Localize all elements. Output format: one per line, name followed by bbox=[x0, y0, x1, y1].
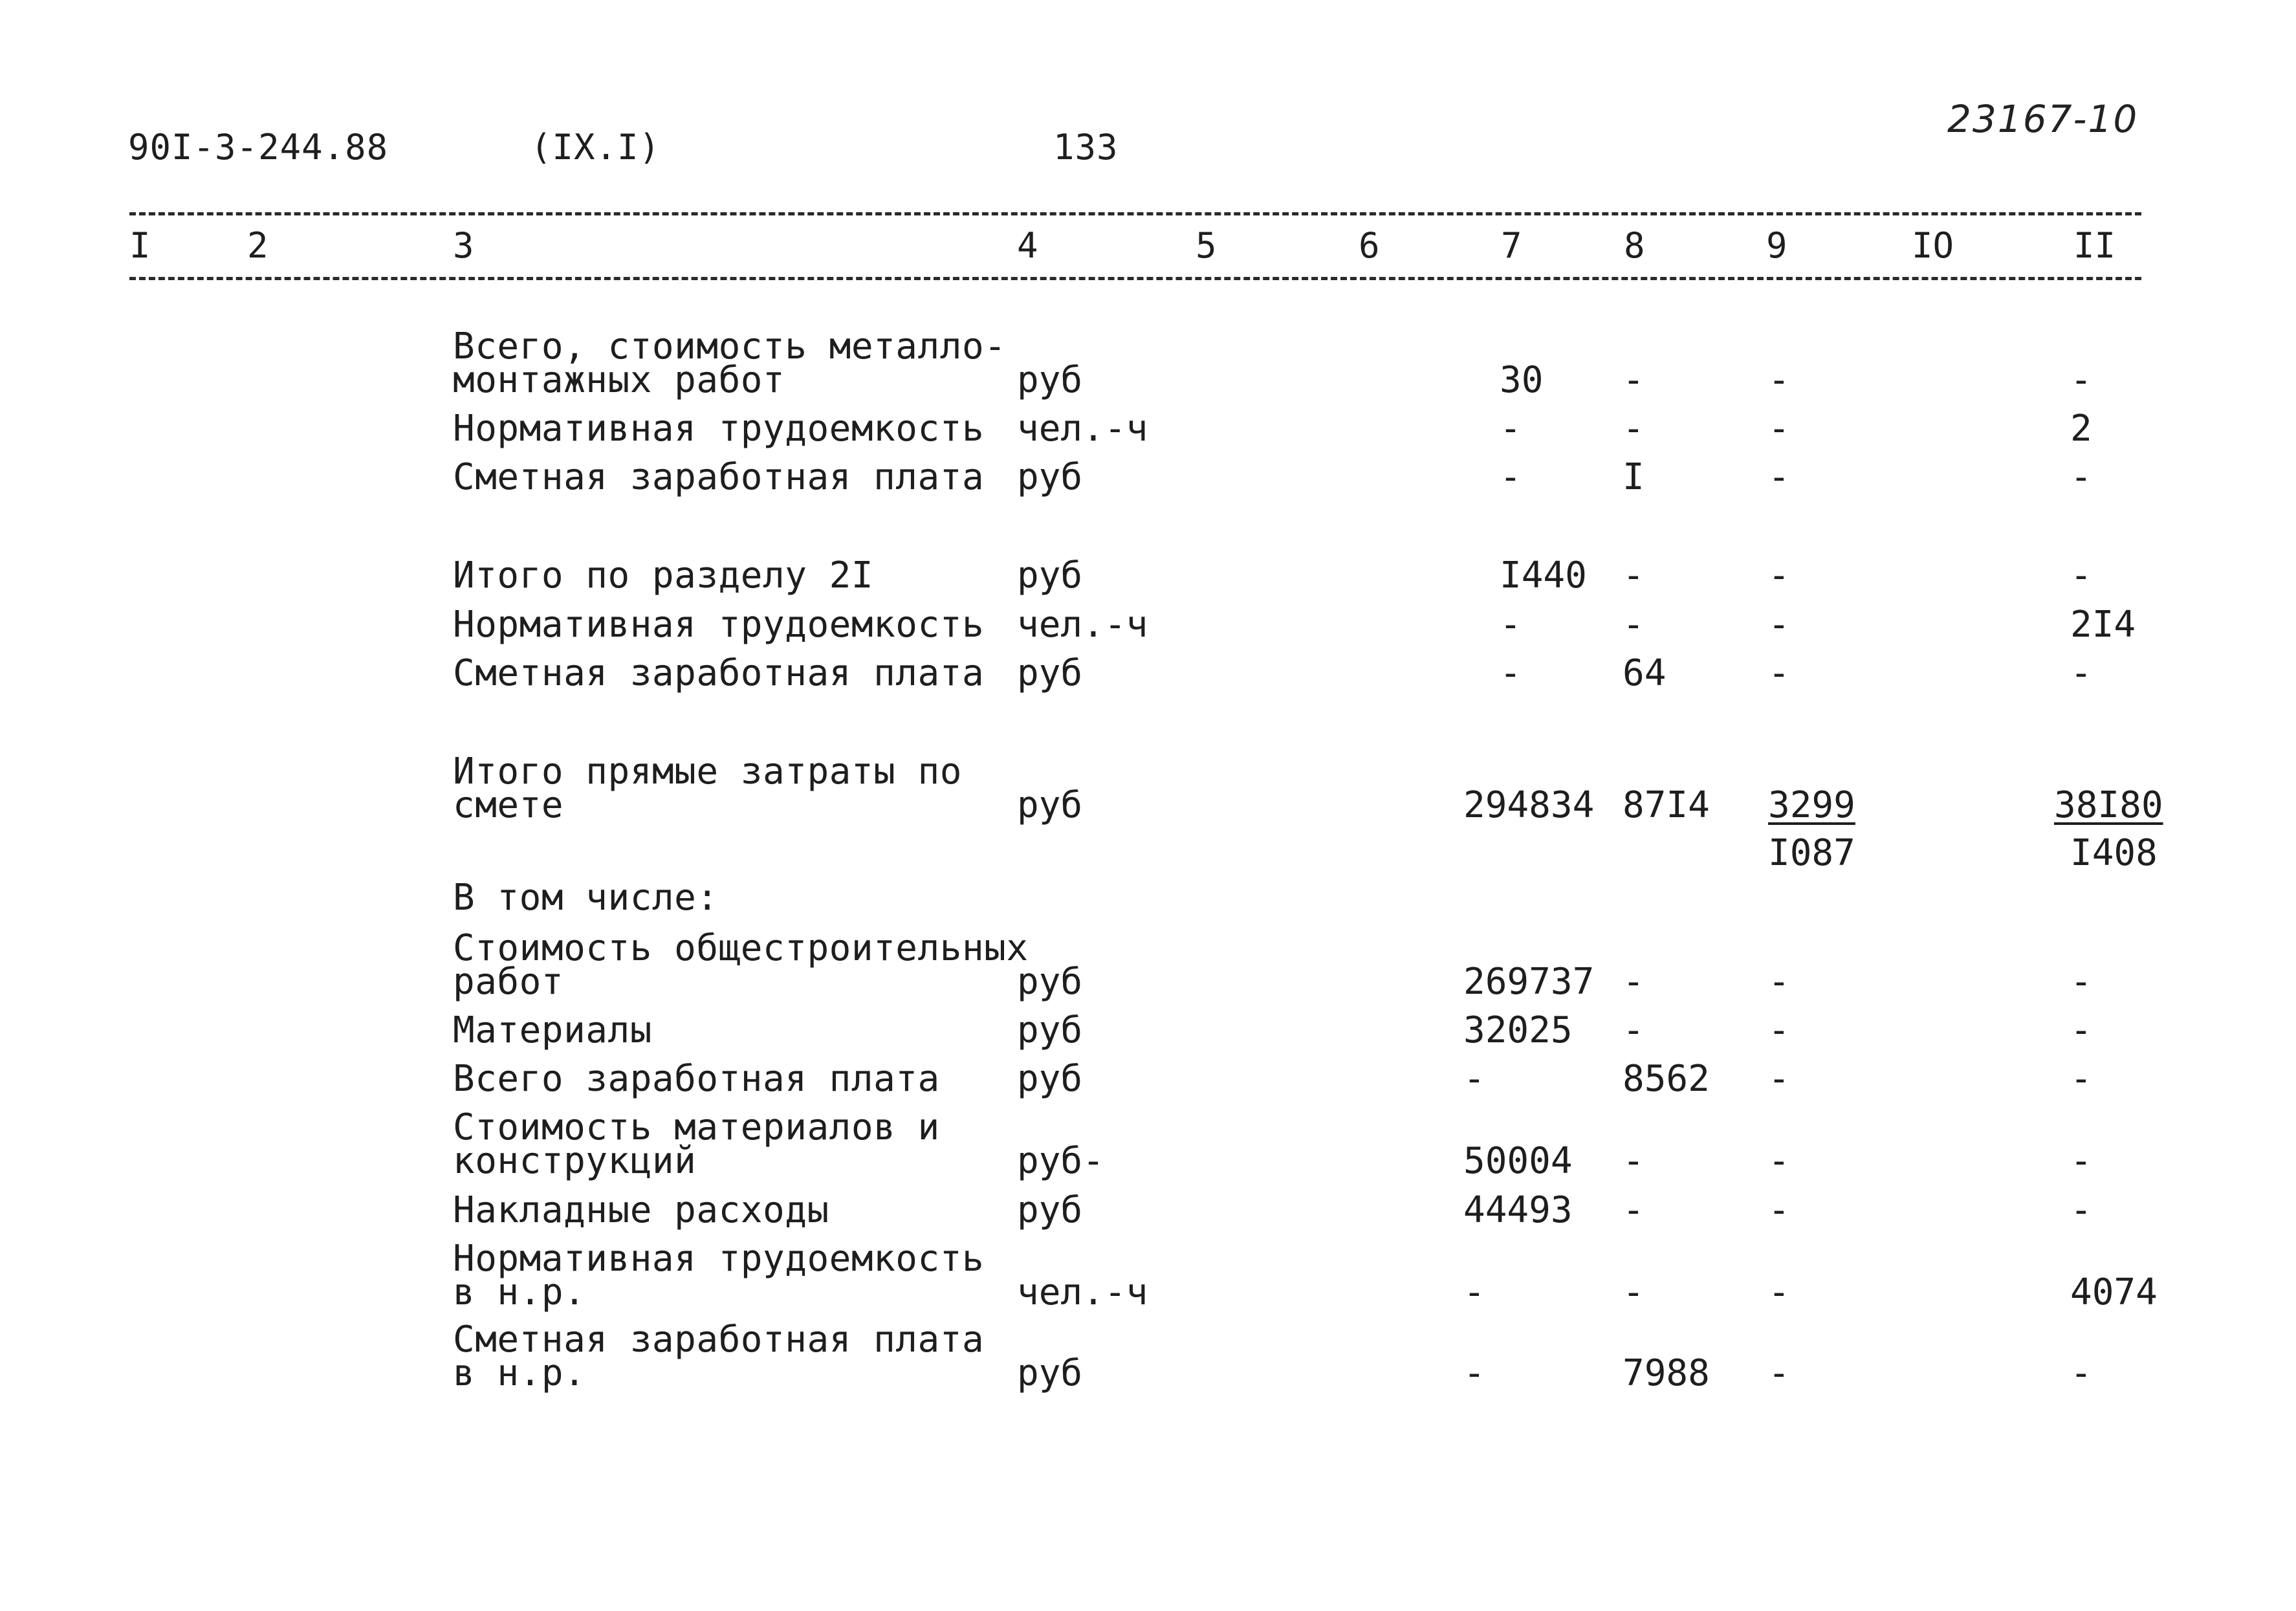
unit-cell: чел.-ч bbox=[1017, 1271, 1148, 1313]
row-label: Нормативная трудоемкость bbox=[453, 408, 985, 450]
col-header-9: 9 bbox=[1766, 225, 1788, 266]
unit-cell: руб bbox=[1017, 359, 1083, 401]
section-code: (IX.I) bbox=[530, 127, 661, 168]
row-label-cont: работ bbox=[453, 961, 564, 1003]
col7-cell: 44493 bbox=[1463, 1189, 1573, 1231]
row-label: Нормативная трудоемкость bbox=[453, 604, 985, 646]
col11-cell: - bbox=[2070, 456, 2092, 498]
col7-cell: - bbox=[1500, 652, 1522, 694]
archive-number: 23167-10 bbox=[1947, 97, 2139, 141]
col9-cell: - bbox=[1768, 1140, 1790, 1182]
col11-cell: - bbox=[2070, 961, 2092, 1003]
col11-cell: - bbox=[2070, 1009, 2092, 1051]
col-header-10: IO bbox=[1912, 225, 1954, 266]
col11-cell: 2I4 bbox=[2070, 604, 2136, 646]
page-number: 133 bbox=[1053, 127, 1119, 168]
unit-cell: руб bbox=[1017, 456, 1083, 498]
col9-cell: - bbox=[1768, 1352, 1790, 1394]
col11-cell: - bbox=[2070, 1352, 2092, 1394]
row-label-cont: в н.р. bbox=[453, 1352, 586, 1394]
row-label: Всего, стоимость металло- bbox=[453, 325, 1007, 367]
col-header-11: II bbox=[2073, 225, 2116, 266]
col8-cell: 7988 bbox=[1623, 1352, 1710, 1394]
col8-cell: - bbox=[1623, 1009, 1645, 1051]
col8-cell: 8562 bbox=[1623, 1058, 1710, 1100]
col11-cell: 2 bbox=[2070, 408, 2092, 450]
unit-cell: руб bbox=[1017, 1352, 1083, 1394]
col9-cell: - bbox=[1768, 604, 1790, 646]
row-label-cont: монтажных работ bbox=[453, 359, 785, 401]
row-label: Стоимость общестроительных bbox=[453, 927, 1029, 969]
doc-code: 90I-3-244.88 bbox=[128, 127, 389, 168]
row-label: Сметная заработная плата bbox=[453, 1319, 985, 1361]
col7-cell: 269737 bbox=[1463, 961, 1595, 1003]
col9-cell: - bbox=[1768, 961, 1790, 1003]
row-label: Накладные расходы bbox=[453, 1189, 829, 1231]
row-label-cont: конструкций bbox=[453, 1140, 697, 1182]
col7-cell: - bbox=[1500, 456, 1522, 498]
col7-cell: - bbox=[1500, 604, 1522, 646]
col9-cell: - bbox=[1768, 1271, 1790, 1313]
col9-cell: - bbox=[1768, 554, 1790, 597]
col8-cell: - bbox=[1623, 1271, 1645, 1313]
row-label-cont: в н.р. bbox=[453, 1271, 586, 1313]
row-label: В том числе: bbox=[453, 877, 719, 919]
col7-cell: - bbox=[1463, 1352, 1485, 1394]
col9-cell: - bbox=[1768, 1009, 1790, 1051]
row-label: Сметная заработная плата bbox=[453, 456, 985, 498]
unit-cell: руб bbox=[1017, 961, 1083, 1003]
col7-cell: 32025 bbox=[1463, 1009, 1573, 1051]
unit-cell: руб bbox=[1017, 1009, 1083, 1051]
col-header-2: 2 bbox=[247, 225, 268, 266]
col9-cell: - bbox=[1768, 1189, 1790, 1231]
col9-cell: - bbox=[1768, 652, 1790, 694]
col-header-7: 7 bbox=[1501, 225, 1522, 266]
col-header-4: 4 bbox=[1017, 225, 1038, 266]
unit-cell: руб bbox=[1017, 1058, 1083, 1100]
col8-cell: - bbox=[1623, 1140, 1645, 1182]
col9-cell: - bbox=[1768, 408, 1790, 450]
row-label: Итого по разделу 2I bbox=[453, 554, 874, 597]
col9-cell: - bbox=[1768, 1058, 1790, 1100]
col7-cell: 30 bbox=[1500, 359, 1544, 401]
col-header-5: 5 bbox=[1196, 225, 1217, 266]
col8-cell: - bbox=[1623, 604, 1645, 646]
row-label: Нормативная трудоемкость bbox=[453, 1238, 985, 1280]
col7-cell: 294834 bbox=[1463, 784, 1595, 826]
unit-cell: чел.-ч bbox=[1017, 408, 1148, 450]
col8-cell: - bbox=[1623, 359, 1645, 401]
row-label: Сметная заработная плата bbox=[453, 652, 985, 694]
col9-cell: 3299 bbox=[1768, 784, 1855, 826]
unit-cell: чел.-ч bbox=[1017, 604, 1148, 646]
col7-cell: - bbox=[1463, 1271, 1485, 1313]
row-label: Стоимость материалов и bbox=[453, 1106, 940, 1148]
col11-cell-sub: I408 bbox=[2070, 832, 2158, 874]
row-label: Итого прямые затраты по bbox=[453, 751, 962, 793]
unit-cell: руб bbox=[1017, 784, 1083, 826]
col8-cell: - bbox=[1623, 1189, 1645, 1231]
row-label: Материалы bbox=[453, 1009, 652, 1051]
col11-cell: - bbox=[2070, 1189, 2092, 1231]
col11-cell: - bbox=[2070, 652, 2092, 694]
unit-cell: руб bbox=[1017, 652, 1083, 694]
col-header-1: I bbox=[129, 225, 151, 266]
col8-cell: - bbox=[1623, 554, 1645, 597]
col8-cell: - bbox=[1623, 961, 1645, 1003]
col8-cell: 64 bbox=[1623, 652, 1667, 694]
col-header-8: 8 bbox=[1624, 225, 1645, 266]
col9-cell-sub: I087 bbox=[1768, 832, 1855, 874]
col11-cell: - bbox=[2070, 1058, 2092, 1100]
col11-cell: 38I80 bbox=[2054, 784, 2163, 826]
col-header-3: 3 bbox=[453, 225, 474, 266]
unit-cell: руб bbox=[1017, 554, 1083, 597]
header-bottom-rule bbox=[129, 277, 2141, 280]
row-label: Всего заработная плата bbox=[453, 1058, 940, 1100]
col11-cell: - bbox=[2070, 554, 2092, 597]
col11-cell: 4074 bbox=[2070, 1271, 2158, 1313]
col7-cell: - bbox=[1463, 1058, 1485, 1100]
col7-cell: I440 bbox=[1500, 554, 1587, 597]
row-label-cont: смете bbox=[453, 784, 564, 826]
unit-cell: руб bbox=[1017, 1189, 1083, 1231]
col8-cell: I bbox=[1623, 456, 1645, 498]
col8-cell: 87I4 bbox=[1623, 784, 1710, 826]
header-top-rule bbox=[129, 212, 2141, 215]
col8-cell: - bbox=[1623, 408, 1645, 450]
col9-cell: - bbox=[1768, 359, 1790, 401]
col11-cell: - bbox=[2070, 1140, 2092, 1182]
col7-cell: - bbox=[1500, 408, 1522, 450]
unit-cell: руб- bbox=[1017, 1140, 1104, 1182]
col9-cell: - bbox=[1768, 456, 1790, 498]
col-header-6: 6 bbox=[1359, 225, 1380, 266]
col11-cell: - bbox=[2070, 359, 2092, 401]
col7-cell: 50004 bbox=[1463, 1140, 1573, 1182]
